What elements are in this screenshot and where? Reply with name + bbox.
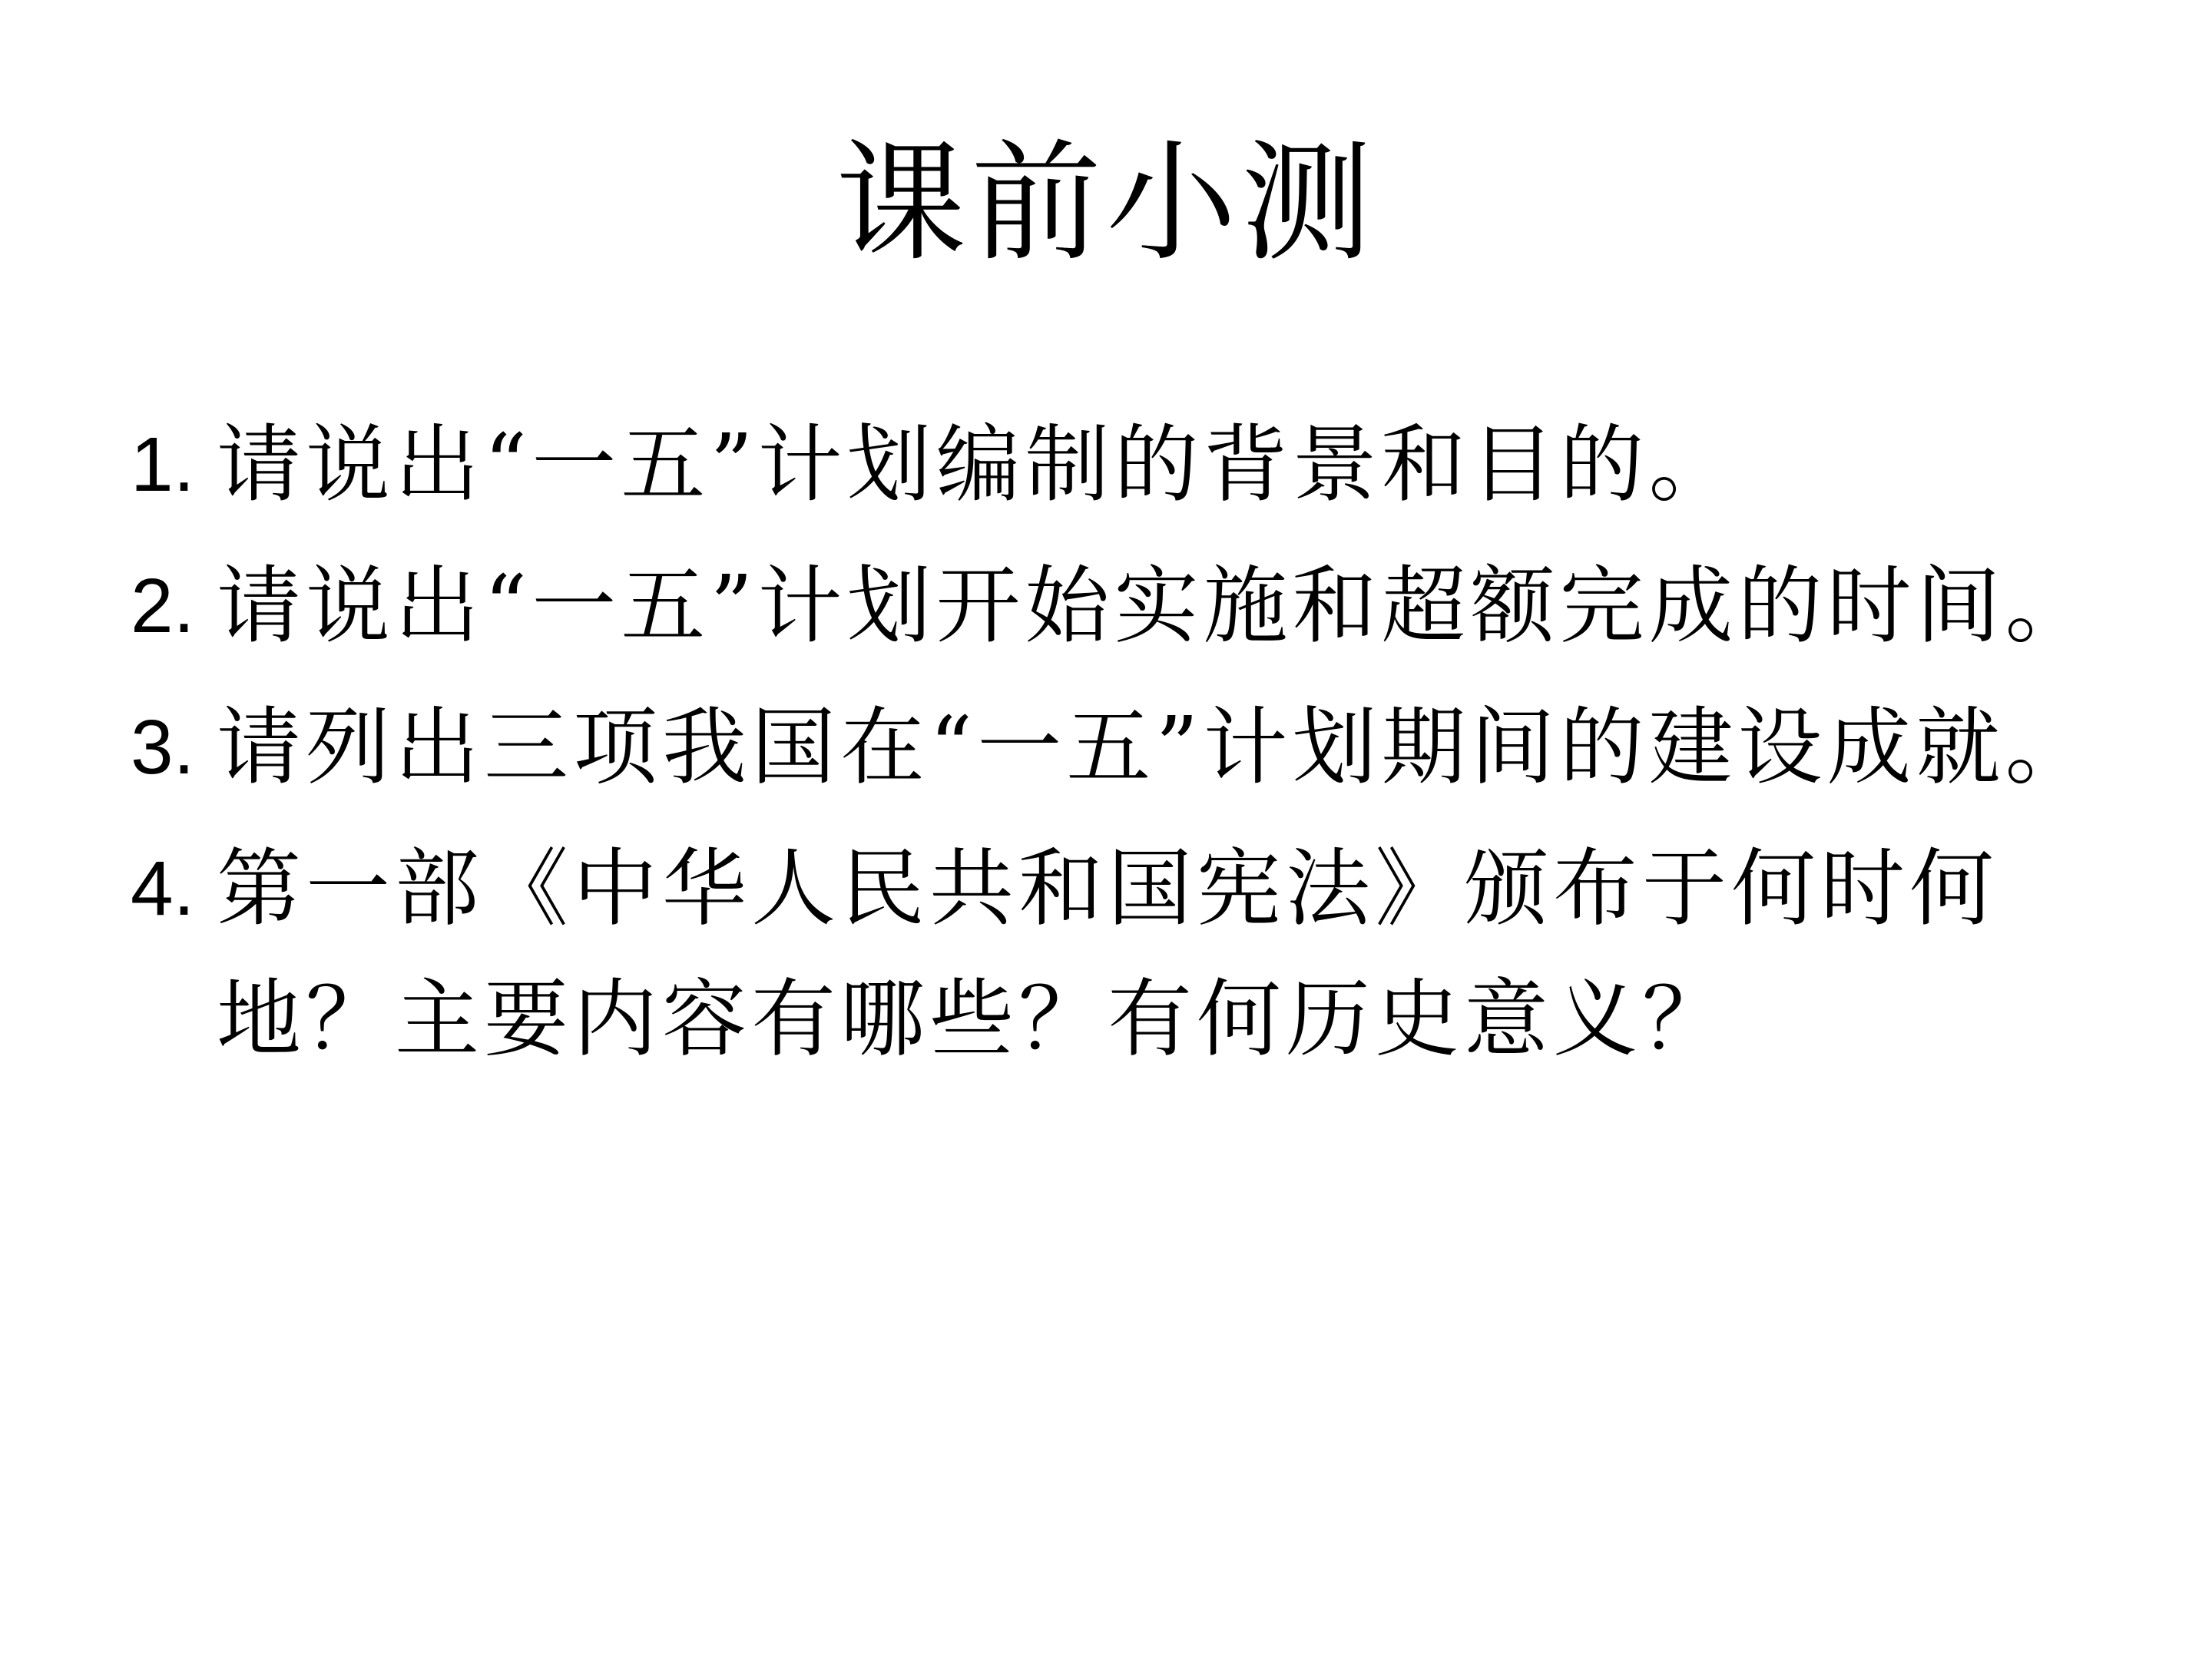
question-item-4 [131, 823, 2097, 1084]
question-text: 请说出“一五”计划编制的背景和目的。 [217, 416, 1738, 514]
question-text: 第一部《中华人民共和国宪法》颁布于何时何地？主要内容有哪些？有何历史意义？ [217, 839, 1998, 1068]
question-number: 4. [131, 846, 195, 932]
question-list [131, 399, 2097, 1095]
question-text: 请列出三项我国在“一五”计划期间的建设成就。 [217, 698, 2094, 796]
question-item-2 [131, 541, 2097, 671]
question-item-3 [131, 682, 2097, 813]
question-item-1 [131, 399, 2097, 530]
question-number: 2. [131, 563, 195, 649]
question-number: 1. [131, 422, 195, 508]
slide-title: 课前小测 [835, 127, 1376, 280]
question-number: 3. [131, 704, 195, 790]
question-text: 请说出“一五”计划开始实施和超额完成的时间。 [217, 557, 2094, 655]
